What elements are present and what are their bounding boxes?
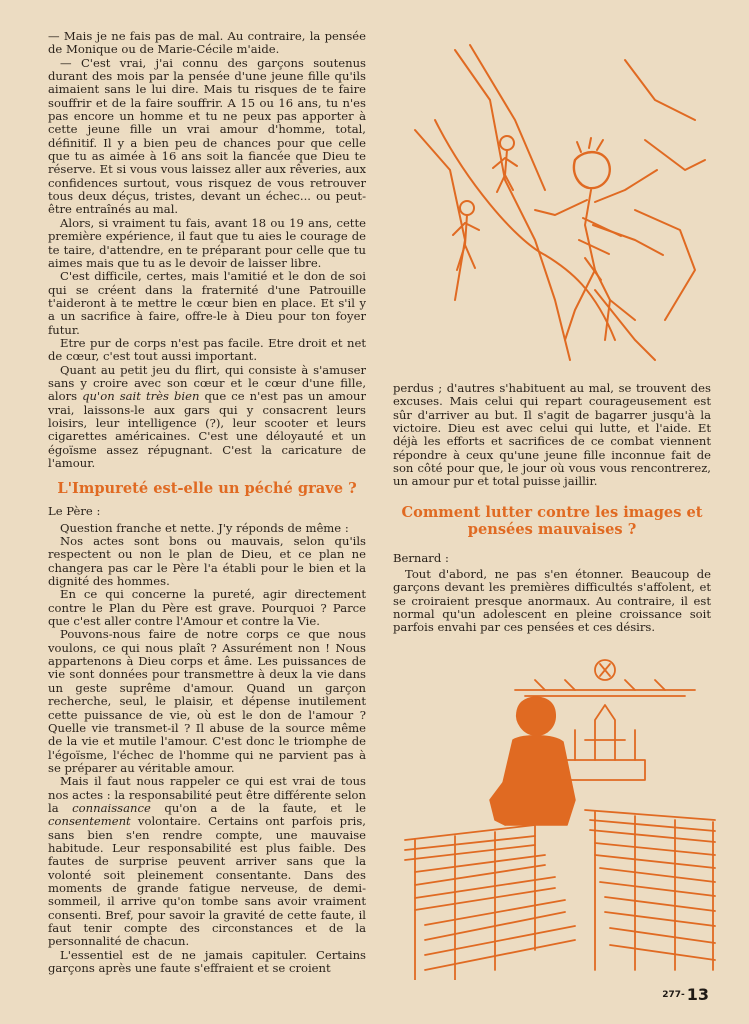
paragraph: L'essentiel est de ne jamais capituler. Certains garçons après une faute s'effraient et se croient xyxy=(48,947,366,976)
paragraph: — C'est vrai, j'ai connu des garçons soutenus durant des mois par la pensée d'une jeune fille qu'ils aimaient sans le lui dire. Mais tu risques de te faire souffrir et de la faire souffrir. A 15 ou 16 ans, tu n'es pas encore un homme et tu ne peux pas apporter à cette jeune fille un vrai amour d'homme, total, définitif. Il y a bien peu de chances pour que celle que tu as aimée à 16 ans soit la fiancée que Dieu te réserve. Et si vous vous laissez aller aux rêveries, aux confidences surtout, vous risquez de vous retrouver tous deux déçus, tristes, devant un échec... ou peut-être entraînés au mal. xyxy=(48,55,366,217)
chapel-illustration xyxy=(395,650,725,980)
speaker-label: Le Père : xyxy=(48,504,101,519)
page-number xyxy=(662,985,709,1004)
paragraph xyxy=(48,775,366,948)
section-heading-impurete: L'Impureté est-elle un péché grave ? xyxy=(57,480,357,498)
paragraph: C'est difficile, certes, mais l'amitié et le don de soi qui se créent dans la fraternité d'une Patrouille t'aideront à te mettre le cœur bien en place. Et s'il y a un sacrifice à faire, offre-le à Dieu pour ton foyer futur. xyxy=(48,269,366,337)
paragraph: En ce qui concerne la pureté, agir directement contre le Plan du Père est grave. Pourquoi ? Parce que c'est aller contre l'Amour et contre la Vie. xyxy=(48,587,366,629)
paragraph: Etre pur de corps n'est pas facile. Etre droit et net de cœur, c'est tout aussi important. xyxy=(48,335,366,364)
climber-illustration xyxy=(395,40,715,370)
text-run: Quant au petit jeu du flirt, qui consiste à s'amuser sans y croire avec son cœur et le cœur d'une fille, alors xyxy=(48,362,366,404)
paragraph: — Mais je ne fais pas de mal. Au contraire, la pensée de Monique ou de Marie-Cécile m'aide. xyxy=(48,30,366,57)
right-column xyxy=(393,382,711,635)
paragraph: Question franche et nette. J'y réponds de même : xyxy=(60,520,349,535)
speaker-label: Bernard : xyxy=(393,550,449,565)
text-run: Mais il faut nous rappeler ce qui est vrai de tous nos actes : la responsabilité peut être différente selon la xyxy=(48,774,366,815)
emphasis: consentement xyxy=(48,814,131,829)
paragraph: Nos actes sont bons ou mauvais, selon qu'ils respectent ou non le plan de Dieu, et ce plan ne changera pas car le Père l'a établi pour le bien et la dignité des hommes. xyxy=(48,534,366,589)
text-run: volontaire. Certains ont parfois pris, sans bien s'en rendre compte, une mauvaise habitude. Leur responsabilité est plus faible. Des fautes de surprise peuvent arriver sans que la volonté soit pleinement consentante. Dans des moments de grande fatigue nerveuse, de demi-sommeil, il arrive qu'on tombe sans avoir vraiment consenti. Bref, pour savoir la gravité de cette faute, il faut tenir compte des circonstances et de la personnalité de chacun. xyxy=(48,814,366,949)
paragraph xyxy=(48,364,366,471)
left-column xyxy=(48,30,366,975)
emphasis: qu'on sait très bien xyxy=(82,389,200,404)
section-heading-lutter: Comment lutter contre les images et pensées mauvaises ? xyxy=(401,503,703,538)
page-number-value: 13 xyxy=(686,985,709,1004)
paragraph: Tout d'abord, ne pas s'en étonner. Beaucoup de garçons devant les premières difficultés s'affolent, et se croiraient presque anormaux. Au contraire, il est normal qu'un adolescent en pleine croissance soit parfois envahi par ces pensées et ces désirs. xyxy=(393,567,711,635)
paragraph: Alors, si vraiment tu fais, avant 18 ou 19 ans, cette première expérience, il faut que tu aies le courage de te taire, d'attendre, en te préparant pour celle que tu aimes mais que tu as le devoir de laisser libre. xyxy=(48,215,366,270)
paragraph: perdus ; d'autres s'habituent au mal, se trouvent des excuses. Mais celui qui repart courageusement est sûr d'arriver au but. Il s'agit de bagarrer jusqu'à la victoire. Dieu est avec celui qui lutte, et l'aide. Et déjà les efforts et sacrifices de ce combat viennent répondre à ceux qu'une jeune fille inconnue fait de son côté pour que, le jour où vous vous rencontrerez, un amour pur et total puisse jaillir. xyxy=(393,382,711,489)
paragraph: Pouvons-nous faire de notre corps ce que nous voulons, ce qui nous plaît ? Assurément non ! Nous appartenons à Dieu corps et âme. Les puissances de vie sont données pour transmettre à deux la vie dans un geste suprême d'amour. Quand un garçon recherche, seul, le plaisir, et dépense inutilement cette puissance de vie, où est le don de l'amour ? Quelle vie transmet-il ? Il abuse de la source même de la vie et mutile l'amour. C'est donc le triomphe de l'égoïsme, l'échec de l'homme qui ne parvient pas à se préparer au véritable amour. xyxy=(48,627,366,775)
text-run: que ce n'est pas un amour vrai, laissons-le aux gars qui y consacrent leurs loisirs, leur intelligence (?), leur scooter et leurs cigarettes américaines. C'est une déloyauté et un égoïsme assez répugnant. C'est la caricature de l'amour. xyxy=(48,389,366,470)
emphasis: connaissance xyxy=(72,800,151,815)
text-run: qu'on a de la faute, et le xyxy=(150,800,366,815)
page-ref: 277- xyxy=(662,990,685,1000)
